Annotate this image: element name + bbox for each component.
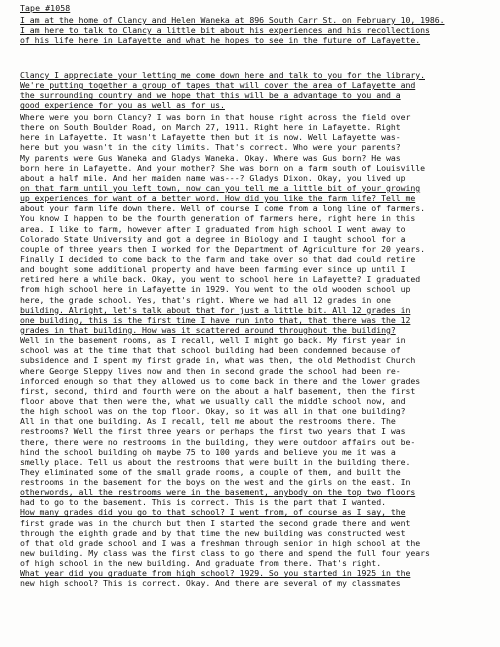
body-line: hind the school building oh maybe 75 to 100 yards and believe you me it was a <box>20 446 396 457</box>
thanks-paragraph <box>20 70 488 111</box>
body-line: restrooms? Well the first three years or perhaps the first two years that I was <box>20 426 406 437</box>
body-line: up experiences for want of a better word. How did you like the farm life? Tell me <box>20 193 416 204</box>
thanks-line: the surrounding country and we hope that this will be a advantage to you and a <box>20 90 401 101</box>
thanks-line: Clancy I appreciate your letting me come down here and talk to you for the library. <box>20 70 425 80</box>
interview-body <box>20 112 488 589</box>
body-line: had to go to the basement. This is correct. This is the part that I wanted. <box>20 497 386 508</box>
body-line: through the eighth grade and by that time the new building was constructed west <box>20 527 406 538</box>
body-line: smelly place. Tell us about the restrooms that were built in the building there. <box>20 456 411 467</box>
body-line: otherwords, all the restrooms were in the basement, anybody on the top two floors <box>20 487 416 498</box>
thanks-line: good experience for you as well as for us. <box>20 100 225 111</box>
body-line: What year did you graduate from high school? 1929. So you started in 1925 in the <box>20 568 411 579</box>
body-line: retired here a while back. Okay, you went to school here in Lafayette? I graduated <box>20 274 421 285</box>
body-line: couple of three years then I worked for the Department of Agriculture for 20 years. <box>20 243 425 254</box>
thanks-line: We're putting together a group of tapes that will cover the area of Lafayette and <box>20 80 416 91</box>
body-line: one building, this is the first time I have run into that, that there was the 12 <box>20 314 411 325</box>
body-line: born here in Lafayette. And your mother? She was born on a farm south of Louisville <box>20 162 425 173</box>
intro-line: I am at the home of Clancy and Helen Waneka at 896 South Carr St. on February 10, 1986. <box>20 15 445 25</box>
body-line: from high school here in Lafayette in 1929. You went to the old wooden school up <box>20 284 411 295</box>
body-line: Colorado State University and got a degree in Biology and I taught school for a <box>20 233 406 244</box>
body-line: here but you wasn't in the city limits. That's correct. Who were your parents? <box>20 142 401 153</box>
body-line: and bought some additional property and have been farming ever since up until I <box>20 264 406 275</box>
body-line: My parents were Gus Waneka and Gladys Waneka. Okay. Where was Gus born? He was <box>20 152 401 163</box>
body-line: of high school in the new building. And graduate from there. That's right. <box>20 558 382 569</box>
body-line: there on South Boulder Road, on March 27, 1911. Right here in Lafayette. Right <box>20 122 401 133</box>
body-line: How many grades did you go to that school? I went from, of course as I say, the <box>20 507 406 518</box>
body-line: Well in the basement rooms, as I recall, well I might go back. My first year in <box>20 335 406 346</box>
intro-line: of his life here in Lafayette and what he hopes to see in the future of Lafayette. <box>20 35 421 46</box>
body-line: new building. My class was the first class to go there and spend the full four years <box>20 548 430 559</box>
tape-number: Tape #1058 <box>20 3 71 13</box>
body-line: inforced enough so that they allowed us to come back in there and the lower grades <box>20 375 421 386</box>
body-line: building. Alright, let's talk about that for just a little bit. All 12 grades in <box>20 304 411 315</box>
body-line: on that farm until you left town, now can you tell me a little bit of your growing <box>20 182 421 193</box>
body-line: of that old grade school and I was a freshman through senior in high school at the <box>20 537 421 548</box>
body-line: floor above that then were the, what we usually call the middle school now, and <box>20 395 406 406</box>
body-line: restrooms in the basement for the boys on the west and the girls on the east. In <box>20 477 411 488</box>
body-line: first, second, third and fourth were on the about a half basement, then the first <box>20 385 416 396</box>
body-line: about your farm life down there. Well of course I come from a long line of farmers. <box>20 203 425 214</box>
intro-paragraph <box>20 15 488 45</box>
body-line: All in that one building. As I recall, tell me about the restrooms there. The <box>20 416 396 427</box>
body-line: the high school was on the top floor. Okay, so it was all in that one building? <box>20 406 406 417</box>
body-line: subsidence and I spent my first grade in, what was then, the old Methodist Church <box>20 355 416 366</box>
body-line: area. I like to farm, however after I graduated from high school I went away to <box>20 223 406 234</box>
body-line: Finally I decided to come back to the farm and take over so that dad could retire <box>20 253 416 264</box>
body-line: here, the grade school. Yes, that's right. Where we had all 12 grades in one <box>20 294 391 305</box>
body-line: You know I happen to be the fourth generation of farmers here, right here in this <box>20 213 416 224</box>
body-line: They eliminated some of the small grade rooms, a couple of them, and built the <box>20 466 401 477</box>
body-line: grades in that building. How was it scattered around throughout the building? <box>20 324 396 335</box>
body-line: Where were you born Clancy? I was born in that house right across the field over <box>20 112 411 122</box>
body-line: first grade was in the church but then I started the second grade there and went <box>20 517 411 528</box>
intro-line: I am here to talk to Clancy a little bit about his experiences and his recollections <box>20 25 430 36</box>
body-line: school was at the time that that school building had been condemned because of <box>20 345 401 356</box>
body-line: about a half mile. And her maiden name was---? Gladys Dixon. Okay, you lived up <box>20 172 406 183</box>
body-line: here in Lafayette. It wasn't Lafayette then but it is now. Well Lafayette was- <box>20 132 401 143</box>
body-line: there, there were no restrooms in the building, they were outdoor affairs out be- <box>20 436 416 447</box>
body-line: new high school? This is correct. Okay. And there are several of my classmates <box>20 578 401 589</box>
body-line: where George Sleppy lives now and then in second grade the school had been re- <box>20 365 401 376</box>
